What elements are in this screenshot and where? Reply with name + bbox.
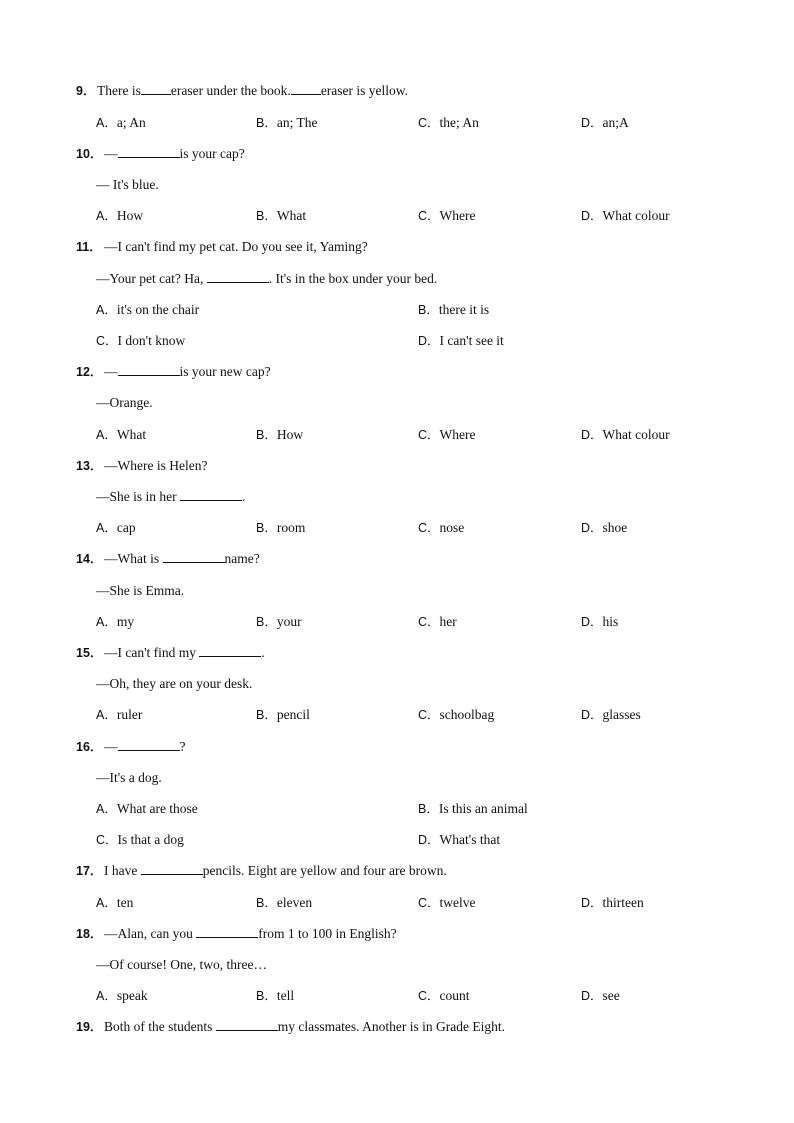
dialogue-line <box>0 175 794 195</box>
option-c[interactable]: C．Is that a dog <box>96 832 184 847</box>
options-row <box>0 799 794 819</box>
option-a[interactable]: A．my <box>96 614 135 629</box>
question-stem: There is eraser under the book. eraser is yellow. <box>97 83 409 98</box>
option-c[interactable]: C．the; An <box>418 115 479 130</box>
option-d[interactable]: D．glasses <box>581 707 641 722</box>
options-row <box>0 331 794 351</box>
question-stem: —Where is Helen? <box>104 458 208 473</box>
options-row <box>0 425 794 445</box>
option-d[interactable]: D．shoe <box>581 520 628 535</box>
options-row <box>0 113 794 133</box>
answer-line: —She is Emma. <box>96 583 185 598</box>
option-b[interactable]: B．pencil <box>256 707 310 722</box>
options-row <box>0 830 794 850</box>
option-a[interactable]: A．speak <box>96 988 148 1003</box>
option-a[interactable]: A．What are those <box>96 801 198 816</box>
question-number: 17． <box>76 864 103 878</box>
dialogue-line <box>0 674 794 694</box>
question-17 <box>0 861 794 881</box>
option-a[interactable]: A．a; An <box>96 115 146 130</box>
option-c[interactable]: C．twelve <box>418 895 476 910</box>
question-11 <box>0 237 794 257</box>
question-number: 11． <box>76 240 102 254</box>
option-a[interactable]: A．it's on the chair <box>96 302 200 317</box>
question-number: 15． <box>76 646 103 660</box>
question-18 <box>0 924 794 944</box>
question-stem: — is your cap? <box>104 146 245 161</box>
question-number: 12． <box>76 365 103 379</box>
option-d[interactable]: D．I can't see it <box>418 333 504 348</box>
options-row <box>0 300 794 320</box>
question-16 <box>0 737 794 757</box>
question-12 <box>0 362 794 382</box>
question-10 <box>0 144 794 164</box>
question-stem: —Alan, can you from 1 to 100 in English? <box>104 926 397 941</box>
option-c[interactable]: C．Where <box>418 208 476 223</box>
question-stem: —What is name? <box>104 551 260 566</box>
question-number: 10． <box>76 147 103 161</box>
option-d[interactable]: D．see <box>581 988 620 1003</box>
option-b[interactable]: B．an; The <box>256 115 318 130</box>
answer-line: —Oh, they are on your desk. <box>96 676 253 691</box>
question-number: 14． <box>76 552 103 566</box>
option-b[interactable]: B．How <box>256 427 304 442</box>
question-number: 18． <box>76 927 103 941</box>
option-d[interactable]: D．thirteen <box>581 895 644 910</box>
options-row <box>0 206 794 226</box>
question-number: 19． <box>76 1020 103 1034</box>
dialogue-line <box>0 768 794 788</box>
dialogue-line <box>0 487 794 507</box>
options-row <box>0 518 794 538</box>
dialogue-line <box>0 581 794 601</box>
question-stem: —I can't find my pet cat. Do you see it, Yaming? <box>104 239 368 254</box>
option-c[interactable]: C．I don't know <box>96 333 186 348</box>
option-a[interactable]: A．cap <box>96 520 136 535</box>
option-b[interactable]: B．What <box>256 208 307 223</box>
option-d[interactable]: D．What colour <box>581 208 670 223</box>
option-a[interactable]: A．What <box>96 427 147 442</box>
option-b[interactable]: B．tell <box>256 988 295 1003</box>
question-number: 9． <box>76 84 96 98</box>
option-d[interactable]: D．an;A <box>581 115 629 130</box>
question-14 <box>0 549 794 569</box>
question-stem: Both of the students my classmates. Another is in Grade Eight. <box>104 1019 505 1034</box>
dialogue-line <box>0 393 794 413</box>
option-a[interactable]: A．ruler <box>96 707 143 722</box>
option-c[interactable]: C．her <box>418 614 457 629</box>
option-c[interactable]: C．Where <box>418 427 476 442</box>
option-a[interactable]: A．ten <box>96 895 134 910</box>
dialogue-line <box>0 269 794 289</box>
question-stem: —I can't find my . <box>104 645 265 660</box>
question-stem: — is your new cap? <box>104 364 271 379</box>
answer-line: —She is in her . <box>96 489 246 504</box>
option-c[interactable]: C．nose <box>418 520 465 535</box>
option-d[interactable]: D．What colour <box>581 427 670 442</box>
question-15 <box>0 643 794 663</box>
option-b[interactable]: B．there it is <box>418 302 490 317</box>
answer-line: — It's blue. <box>96 177 159 192</box>
question-19 <box>0 1017 794 1037</box>
option-c[interactable]: C．schoolbag <box>418 707 495 722</box>
dialogue-line <box>0 955 794 975</box>
options-row <box>0 612 794 632</box>
question-13 <box>0 456 794 476</box>
options-row <box>0 986 794 1006</box>
option-b[interactable]: B．eleven <box>256 895 313 910</box>
question-number: 13． <box>76 459 103 473</box>
question-number: 16． <box>76 740 103 754</box>
answer-line: —It's a dog. <box>96 770 162 785</box>
question-9 <box>0 81 794 101</box>
option-c[interactable]: C．count <box>418 988 470 1003</box>
options-row <box>0 893 794 913</box>
question-stem: I have pencils. Eight are yellow and four are brown. <box>104 863 447 878</box>
answer-line: —Of course! One, two, three… <box>96 957 267 972</box>
question-stem: — ? <box>104 739 186 754</box>
answer-line: —Orange. <box>96 395 153 410</box>
option-b[interactable]: B．room <box>256 520 306 535</box>
option-d[interactable]: D．his <box>581 614 619 629</box>
answer-line: —Your pet cat? Ha, . It's in the box under your bed. <box>96 271 438 286</box>
option-d[interactable]: D．What's that <box>418 832 501 847</box>
option-b[interactable]: B．your <box>256 614 302 629</box>
option-b[interactable]: B．Is this an animal <box>418 801 528 816</box>
option-a[interactable]: A．How <box>96 208 144 223</box>
options-row <box>0 705 794 725</box>
